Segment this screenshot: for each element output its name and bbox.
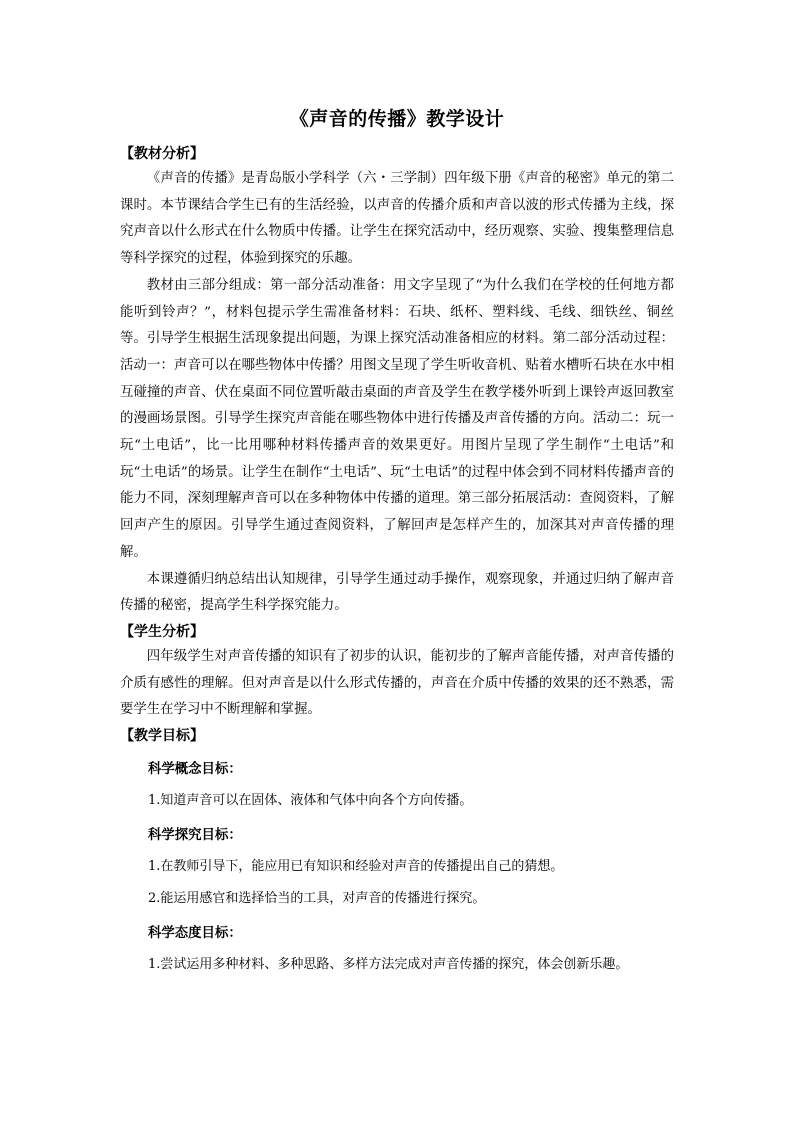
section-heading-student-analysis: 【学生分析】	[120, 623, 204, 640]
goal-item: 1.知道声音可以在固体、液体和气体中向各个方向传播。	[148, 793, 473, 809]
section-heading-textbook-analysis: 【教材分析】	[120, 146, 204, 162]
goal-item: 2.能运用感官和选择恰当的工具，对声音的传播进行探究。	[148, 891, 486, 907]
document-page	[120, 104, 674, 984]
document-title: 《声音的传播》教学设计	[289, 108, 505, 130]
goal-item: 1.在教师引导下，能应用已有知识和经验对声音的传播提出自己的猜想。	[148, 859, 564, 875]
paragraph: 四年级学生对声音传播的知识有了初步的认识，能初步的了解声音能传播，对声音传播的介质有感性的理解。但对声音是以什么形式传播的，声音在介质中传播的效果的还不熟悉，需要学生在学习中不断理解和掌握。	[120, 648, 674, 718]
paragraph: 教材由三部分组成：第一部分活动准备：用文字呈现了“为什么我们在学校的任何地方都能听到铃声？”，材料包提示学生需准备材料：石块、纸杯、塑料线、毛线、细铁丝、铜丝等。引导学生根据生活现象提出问题，为课上探究活动准备相应的材料。第二部分活动过程：活动一：声音可以在哪些物体中传播？用图文呈现了学生听收音机、贴着水槽听石块在水中相互碰撞的声音、伏在桌面不同位置听敲击桌面的声音及学生在教学楼外听到上课铃声返回教室的漫画场景图。引导学生探究声音能在哪些物体中进行传播及声音传播的方向。活动二：玩一玩“土电话”，比一比用哪种材料传播声音的效果更好。用图片呈现了学生制作“土电话”和玩“土电话”的场景。让学生在制作“土电话”、玩“土电话”的过程中体会到不同材料传播声音的能力不同，深刻理解声音可以在多种物体中传播的道理。第三部分拓展活动：查阅资料，了解回声产生的原因。引导学生通过查阅资料，了解回声是怎样产生的，加深其对声音传播的理解。	[120, 277, 674, 560]
section-textbook-analysis	[120, 142, 674, 620]
paragraph: 本课遵循归纳总结出认知规律，引导学生通过动手操作，观察现象，并通过归纳了解声音传播的秘密，提高学生科学探究能力。	[120, 571, 674, 614]
goal-heading-inquiry: 科学探究目标：	[148, 827, 242, 844]
goal-heading-attitude: 科学态度目标：	[148, 925, 242, 942]
section-student-analysis	[120, 620, 674, 724]
section-teaching-goals	[120, 724, 674, 978]
section-heading-teaching-goals: 【教学目标】	[120, 728, 204, 745]
goal-item: 1.尝试运用多种材料、多种思路、多样方法完成对声音传播的探究，体会创新乐趣。	[148, 957, 629, 973]
paragraph: 《声音的传播》是青岛版小学科学（六・三学制）四年级下册《声音的秘密》单元的第二课时。本节课结合学生已有的生活经验，以声音的传播介质和声音以波的形式传播为主线，探究声音以什么形式在什么物质中传播。让学生在探究活动中，经历观察、实验、搜集整理信息等科学探究的过程，体验到探究的乐趣。	[120, 171, 674, 267]
goal-heading-concept: 科学概念目标：	[148, 761, 242, 778]
